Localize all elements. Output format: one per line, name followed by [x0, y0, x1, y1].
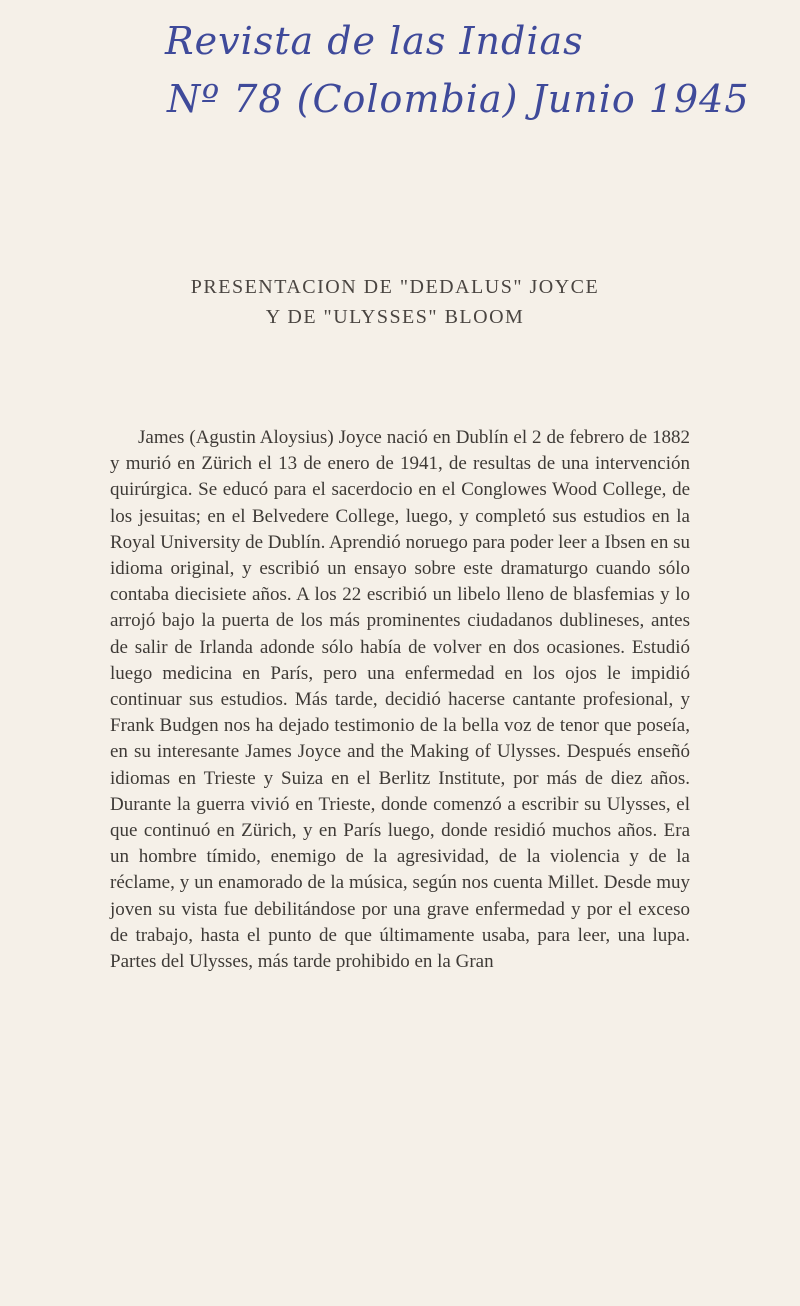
article-title-line-2: Y DE "ULYSSES" BLOOM: [265, 306, 525, 328]
article-title: [150, 272, 640, 332]
annotation-line-1: Revista de las Indias: [165, 19, 584, 63]
body-paragraph: James (Agustin Aloysius) Joyce nació en Dublín el 2 de febrero de 1882 y murió en Zürich el 13 de enero de 1941, de resultas de una intervención quirúrgica. Se educó para el sacerdocio en el Conglowes Wood College, de los jesuitas; en el Belvedere College, luego, y completó sus estudios en la Royal University de Dublín. Aprendió noruego para poder leer a Ibsen en su idioma original, y escribió un ensayo sobre este dramaturgo cuando sólo contaba diecisiete años. A los 22 escribió un libelo lleno de blasfemias y lo arrojó bajo la puerta de los más prominentes ciudadanos dublineses, antes de salir de Irlanda adonde sólo había de volver en dos ocasiones. Estudió luego medicina en París, pero una enfermedad en los ojos le impidió continuar sus estudios. Más tarde, decidió hacerse cantante profesional, y Frank Budgen nos ha dejado testimonio de la bella voz de tenor que poseía, en su interesante James Joyce and the Making of Ulysses. Después enseñó idiomas en Trieste y Suiza en el Berlitz Institute, por más de diez años. Durante la guerra vivió en Trieste, donde comenzó a escribir su Ulysses, el que continuó en Zürich, y en París luego, donde residió muchos años. Era un hombre tímido, enemigo de la agresividad, de la violencia y de la réclame, y un enamorado de la música, según nos cuenta Millet. Desde muy joven su vista fue debilitándose por una grave enfermedad y por el exceso de trabajo, hasta el punto de que últimamente usaba, para leer, una lupa. Partes del Ulysses, más tarde prohibido en la Gran: [110, 427, 690, 973]
article-title-line-1: PRESENTACION DE "DEDALUS" JOYCE: [190, 276, 600, 298]
annotation-line-2: Nº 78 (Colombia) Junio 1945: [167, 77, 750, 121]
handwritten-annotation: [165, 12, 765, 128]
article-body: [110, 425, 690, 975]
